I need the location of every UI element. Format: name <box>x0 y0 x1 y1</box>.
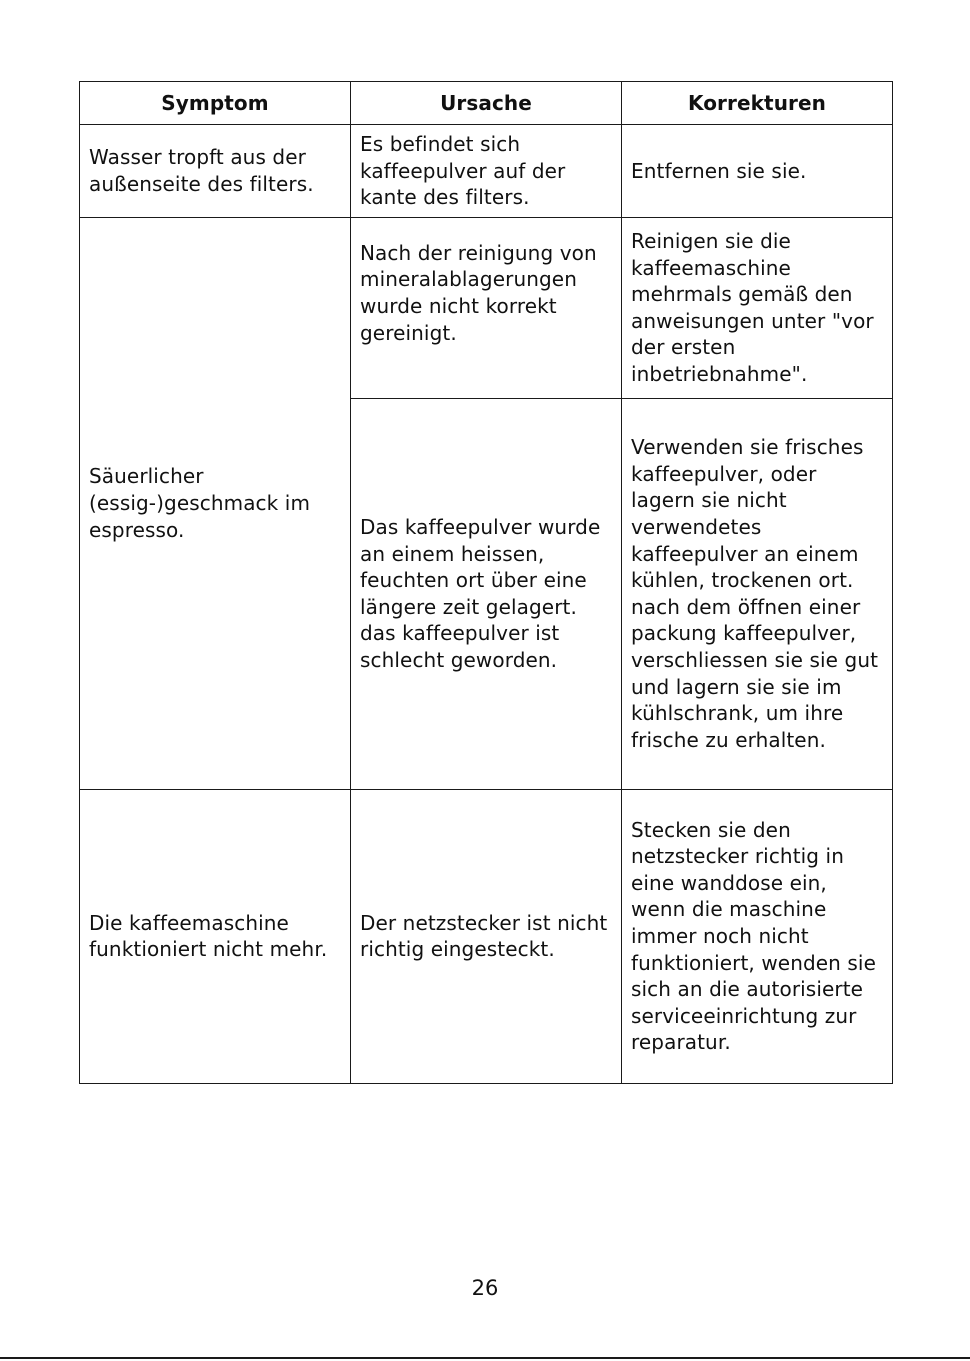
cause-cell: Das kaffeepulver wurde an einem heissen, feuchten ort über eine längere zeit gelagert. das kaffeepulver ist schlecht geworden. <box>351 398 622 789</box>
table-row <box>80 217 893 398</box>
table-row <box>80 789 893 1083</box>
header-cause: Ursache <box>351 82 622 125</box>
fix-cell: Entfernen sie sie. <box>622 125 893 218</box>
page-number: 26 <box>471 1276 499 1300</box>
cause-cell: Der netzstecker ist nicht richtig eingesteckt. <box>351 789 622 1083</box>
header-fix: Korrekturen <box>622 82 893 125</box>
table-row <box>80 125 893 218</box>
fix-cell: Verwenden sie frisches kaffeepulver, oder lagern sie nicht verwendetes kaffeepulver an einem kühlen, trockenen ort. nach dem öffnen einer packung kaffeepulver, verschliessen sie sie gut und lagern sie sie im kühlschrank, um ihre frische zu erhalten. <box>622 398 893 789</box>
symptom-cell: Wasser tropft aus der außenseite des filters. <box>80 125 351 218</box>
symptom-cell: Säuerlicher (essig-)geschmack im espresso. <box>80 217 351 789</box>
cause-cell: Nach der reinigung von mineralablagerungen wurde nicht korrekt gereinigt. <box>351 217 622 398</box>
cause-cell: Es befindet sich kaffeepulver auf der kante des filters. <box>351 125 622 218</box>
table-header-row <box>80 82 893 125</box>
fix-cell: Stecken sie den netzstecker richtig in eine wanddose ein, wenn die maschine immer noch nicht funktioniert, wenden sie sich an die autorisierte serviceeinrichtung zur reparatur. <box>622 789 893 1083</box>
troubleshooting-table <box>79 81 893 1084</box>
header-symptom: Symptom <box>80 82 351 125</box>
fix-cell: Reinigen sie die kaffeemaschine mehrmals gemäß den anweisungen unter "vor der ersten inbetriebnahme". <box>622 217 893 398</box>
bottom-divider <box>0 1357 970 1359</box>
symptom-cell: Die kaffeemaschine funktioniert nicht mehr. <box>80 789 351 1083</box>
